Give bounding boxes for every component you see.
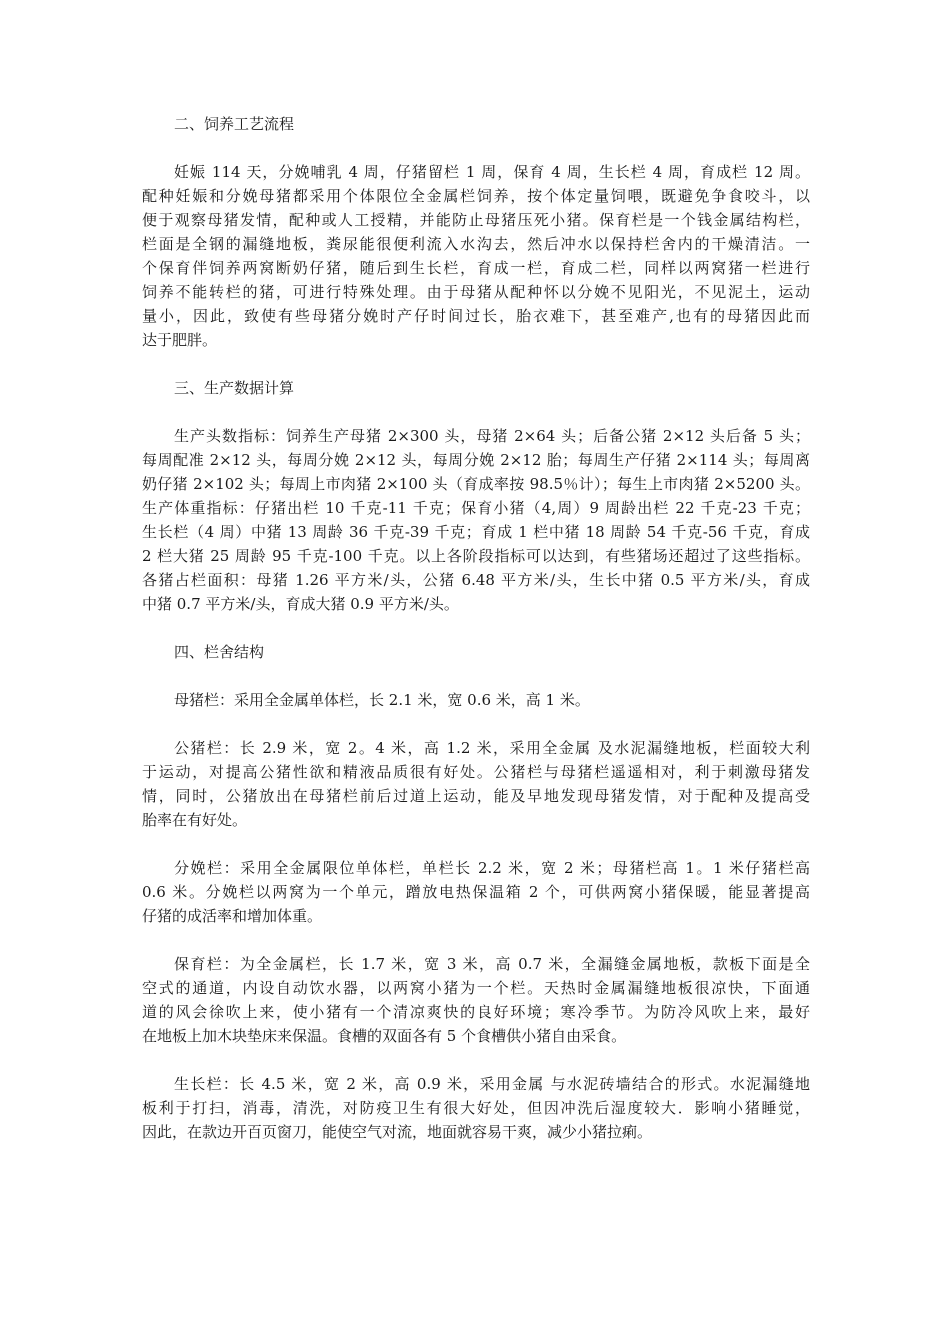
text-line: 每周配准 2×12 头，每周分娩 2×12 头，每周分娩 2×12 胎；每周生产仔猪 2×114 头；每周离 (142, 451, 810, 469)
text-line: 分娩栏：采用全金属限位单体栏，单栏长 2.2 米，宽 2 米；母猪栏高 1。1 米仔猪栏高 (174, 859, 810, 877)
text-line: 便于观察母猪发情，配种或人工授精，并能防止母猪压死小猪。保育栏是一个钱金属结构栏， (142, 211, 810, 229)
text-line: 生长栏：长 4.5 米，宽 2 米，高 0.9 米，采用金属 与水泥砖墙结合的形式。水泥漏缝地 (174, 1075, 810, 1093)
text-line: 情，同时，公猪放出在母猪栏前后过道上运动，能及早地发现母猪发情，对于配种及提高受 (142, 787, 810, 805)
text-line: 生产体重指标：仔猪出栏 10 千克-11 千克；保育小猪（4,周）9 周龄出栏 22 千克-23 千克； (142, 499, 810, 517)
text-line: 各猪占栏面积：母猪 1.26 平方米/头，公猪 6.48 平方米/头，生长中猪 0.5 平方米/头，育成 (142, 571, 810, 589)
text-line: 2 栏大猪 25 周龄 95 千克-100 千克。以上各阶段指标可以达到，有些猪场还超过了这些指标。 (142, 547, 810, 565)
text-line: 中猪 0.7 平方米/头，育成大猪 0.9 平方米/头。 (142, 595, 459, 613)
text-line: 保育栏：为全金属栏，长 1.7 米，宽 3 米，高 0.7 米，全漏缝金属地板，款板下面是全 (174, 955, 810, 973)
paragraph-sow-pen (142, 688, 810, 712)
section-heading-feeding-process: 二、饲养工艺流程 (174, 115, 295, 133)
text-line: 在地板上加木块垫床来保温。食槽的双面各有 5 个食槽供小猪自由采食。 (142, 1027, 627, 1045)
text-line: 板利于打扫，消毒，清洗，对防疫卫生有很大好处，但因冲洗后湿度较大．影响小猪睡觉， (142, 1099, 810, 1117)
text-line: 胎率在有好处。 (142, 811, 248, 829)
text-line: 达于肥胖。 (142, 331, 218, 349)
text-line: 仔猪的成活率和增加体重。 (142, 907, 323, 925)
text-line: 道的风会徐吹上来，使小猪有一个清凉爽快的良好环境；寒冷季节。为防冷风吹上来，最好 (142, 1003, 810, 1021)
text-line: 生长栏（4 周）中猪 13 周龄 36 千克-39 千克；育成 1 栏中猪 18 周龄 54 千克-56 千克，育成 (142, 523, 810, 541)
section-heading-pen-structure: 四、栏舍结构 (174, 643, 265, 661)
section-heading-production-data: 三、生产数据计算 (174, 379, 295, 397)
text-line: 生产头数指标：饲养生产母猪 2×300 头，母猪 2×64 头；后备公猪 2×12 头后备 5 头； (174, 427, 810, 445)
text-line: 母猪栏：采用全金属单体栏，长 2.1 米，宽 0.6 米，高 1 米。 (174, 691, 590, 709)
text-line: 于运动，对提高公猪性欲和精液品质很有好处。公猪栏与母猪栏遥遥相对，利于刺激母猪发 (142, 763, 810, 781)
paragraph-feeding-process (142, 160, 810, 352)
paragraph-farrowing-pen (142, 856, 810, 928)
text-line: 公猪栏：长 2.9 米，宽 2。4 米，高 1.2 米，采用全金属 及水泥漏缝地板，栏面较大利 (174, 739, 810, 757)
document-page (142, 112, 810, 1168)
text-line: 配种妊娠和分娩母猪都采用个体限位全金属栏饲养，按个体定量饲喂，既避免争食咬斗，以 (142, 187, 810, 205)
text-line: 栏面是全钢的漏缝地板，粪尿能很便利流入水沟去，然后冲水以保持栏舍内的干燥清洁。一 (142, 235, 810, 253)
text-line: 量小，因此，致使有些母猪分娩时产仔时间过长，胎衣难下，甚至难产,也有的母猪因此而 (142, 307, 810, 325)
text-line: 0.6 米。分娩栏以两窝为一个单元，蹭放电热保温箱 2 个，可供两窝小猪保暖，能显著提高 (142, 883, 810, 901)
paragraph-boar-pen (142, 736, 810, 832)
text-line: 个保育伴饲养两窝断奶仔猪，随后到生长栏，育成一栏，育成二栏，同样以两窝猪一栏进行 (142, 259, 810, 277)
text-line: 妊娠 114 天，分娩哺乳 4 周，仔猪留栏 1 周，保育 4 周，生长栏 4 周，育成栏 12 周。 (174, 163, 810, 181)
text-line: 空式的通道，内设自动饮水器，以两窝小猪为一个栏。天热时金属漏缝地板很凉快，下面通 (142, 979, 810, 997)
text-line: 因此，在款边开百页窗刀，能使空气对流，地面就容易干爽，减少小猪拉痢。 (142, 1123, 653, 1141)
paragraph-production-data (142, 424, 810, 616)
paragraph-grower-pen (142, 1072, 810, 1144)
paragraph-nursery-pen (142, 952, 810, 1048)
text-line: 饲养不能转栏的猪，可进行特殊处理。由于母猪从配种怀以分娩不见阳光，不见泥土，运动 (142, 283, 810, 301)
text-line: 奶仔猪 2×102 头；每周上市肉猪 2×100 头（育成率按 98.5％计）；每生上市肉猪 2×5200 头。 (142, 475, 810, 493)
